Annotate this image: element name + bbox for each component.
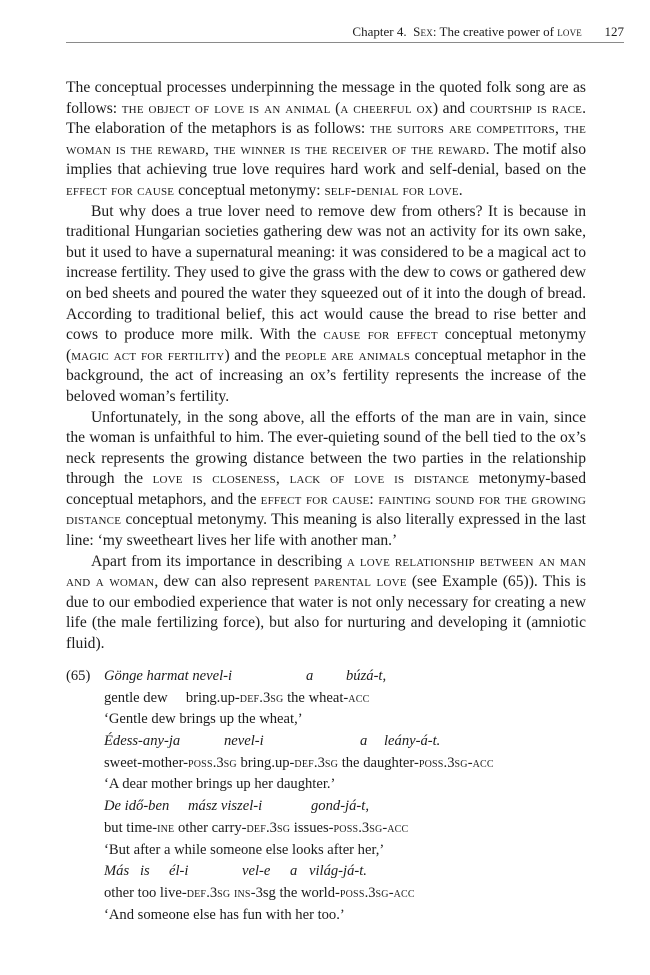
gloss-line-4: other too live-def.3sg ins-3sg the world-poss.3sg-acc bbox=[104, 884, 415, 901]
gloss-line-1: gentle dew bring.up-def.3sg the wheat-acc bbox=[104, 689, 370, 706]
hungarian-line-4: Más is él-i vel-e a világ-já-t. bbox=[104, 863, 367, 880]
gloss-line-3: but time-ine other carry-def.3sg issues-poss.3sg-acc bbox=[104, 819, 409, 836]
translation-line-3: ‘But after a while someone else looks after her,’ bbox=[104, 841, 385, 858]
paragraph-3: Unfortunately, in the song above, all the efforts of the man are in vain, since the woman is unfaithful to him. The ever-quieting sound of the bell tied to the ox’s neck represents the growing distance between the two parties in the relationship through the love is closeness, lack of love is distance metonymy-based conceptual metaphors, and the effect for cause: fainting sound for the growing distance conceptual metonymy. This meaning is also literally expressed in the last line: ‘my sweetheart lives her life with another man.’ bbox=[66, 408, 586, 550]
chapter-title: Chapter 4. Sex: The creative power of love bbox=[352, 24, 582, 39]
hungarian-line-3: De idő-ben mász viszel-i gond-já-t, bbox=[104, 798, 369, 815]
body-text bbox=[66, 78, 586, 655]
page-number: 127 bbox=[604, 24, 624, 39]
translation-line-4: ‘And someone else has fun with her too.’ bbox=[104, 906, 345, 923]
translation-line-2: ‘A dear mother brings up her daughter.’ bbox=[104, 776, 336, 793]
paragraph-4: Apart from its importance in describing a love relationship between an man and a woman, dew can also represent parental love (see Example (65)). This is due to our embodied experience that water is not only necessary for creating a new life (the male fertilizing force), but also for nurturing and developing it (amniotic fluid). bbox=[66, 552, 586, 653]
hungarian-line-2: Édess-any-ja nevel-i a leány-á-t. bbox=[104, 733, 441, 750]
paragraph-1: The conceptual processes underpinning the message in the quoted folk song are as follows: the object of love is an animal (a cheerful ox) and courtship is race. The elaboration of the metaphors is as follows: the suitors are competitors, the woman is the reward, the winner is the receiver of the reward. The motif also implies that achieving true love requires hard work and self-denial, based on the effect for cause conceptual metonymy: self-denial for love. bbox=[66, 79, 587, 199]
example-gloss-lines bbox=[104, 666, 596, 926]
gloss-line-2: sweet-mother-poss.3sg bring.up-def.3sg the daughter-poss.3sg-acc bbox=[104, 754, 494, 771]
paragraph-2: But why does a true lover need to remove dew from others? It is because in traditional Hungarian societies gathering dew was not an activity for its own sake, but it used to have a supernatural meaning: it was considered to be a magical act to increase fertility. They used to give the grass with the dew to cows or gathered dew on bed sheets and poured the water they squeezed out of it into the dough of bread. According to traditional belief, this act would cause the bread to rise better and cows to produce more milk. With the cause for effect conceptual metonymy (magic act for fertility) and the people are animals conceptual metaphor in the background, the act of increasing an ox’s fertility represents the increase of the beloved woman’s fertility. bbox=[66, 202, 587, 405]
running-header bbox=[66, 20, 624, 43]
example-number: (65) bbox=[66, 668, 91, 684]
translation-line-1: ‘Gentle dew brings up the wheat,’ bbox=[104, 711, 303, 728]
hungarian-line-1: Gönge harmat nevel-i a búzá-t, bbox=[104, 668, 387, 684]
